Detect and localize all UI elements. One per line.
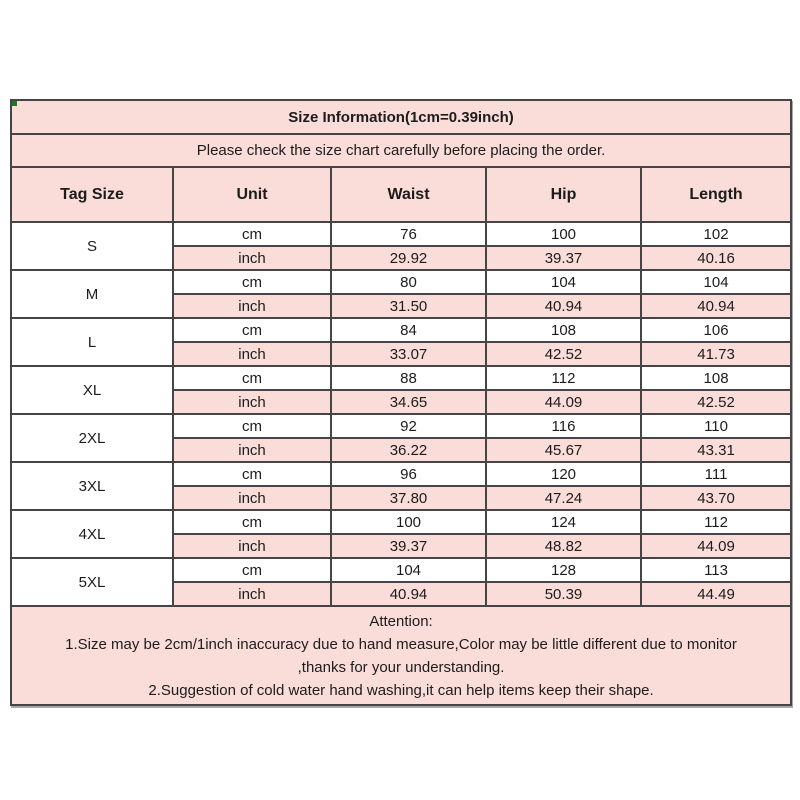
hip-value: 112 [486,366,641,390]
unit-cell: cm [173,510,331,534]
table-row [11,558,791,582]
table-row [11,414,791,438]
table-row [11,270,791,294]
attention-row [11,606,791,705]
length-value: 102 [641,222,791,246]
attention-line-3: 2.Suggestion of cold water hand washing,it can help items keep their shape. [148,681,654,699]
column-header-waist: Waist [331,167,486,222]
size-chart [10,99,790,706]
size-chart-table [10,99,792,706]
column-header-length: Length [641,167,791,222]
column-header-row [11,167,791,222]
length-value: 41.73 [641,342,791,366]
length-value: 40.16 [641,246,791,270]
column-header-hip: Hip [486,167,641,222]
hip-value: 104 [486,270,641,294]
length-value: 43.70 [641,486,791,510]
hip-value: 124 [486,510,641,534]
waist-value: 33.07 [331,342,486,366]
hip-value: 128 [486,558,641,582]
length-value: 108 [641,366,791,390]
unit-cell: inch [173,246,331,270]
waist-value: 39.37 [331,534,486,558]
hip-value: 108 [486,318,641,342]
size-tag: XL [11,366,173,414]
unit-cell: cm [173,270,331,294]
attention-line-2: ,thanks for your understanding. [297,658,505,676]
waist-value: 104 [331,558,486,582]
waist-value: 92 [331,414,486,438]
table-row [11,462,791,486]
table-row [11,510,791,534]
table-subtitle: Please check the size chart carefully before placing the order. [11,134,791,167]
unit-cell: inch [173,438,331,462]
hip-value: 116 [486,414,641,438]
hip-value: 50.39 [486,582,641,606]
hip-value: 44.09 [486,390,641,414]
length-value: 112 [641,510,791,534]
length-value: 44.09 [641,534,791,558]
length-value: 110 [641,414,791,438]
unit-cell: inch [173,294,331,318]
waist-value: 36.22 [331,438,486,462]
table-title: Size Information(1cm=0.39inch) [11,100,791,134]
length-value: 44.49 [641,582,791,606]
unit-cell: cm [173,366,331,390]
length-value: 104 [641,270,791,294]
waist-value: 84 [331,318,486,342]
unit-cell: cm [173,462,331,486]
attention-line-1: 1.Size may be 2cm/1inch inaccuracy due to hand measure,Color may be little different due to monitor [65,635,737,653]
attention-heading: Attention: [369,612,433,630]
waist-value: 96 [331,462,486,486]
waist-value: 40.94 [331,582,486,606]
waist-value: 31.50 [331,294,486,318]
length-value: 113 [641,558,791,582]
size-tag: 2XL [11,414,173,462]
unit-cell: inch [173,390,331,414]
waist-value: 37.80 [331,486,486,510]
table-subtitle-row [11,134,791,167]
waist-value: 80 [331,270,486,294]
hip-value: 42.52 [486,342,641,366]
length-value: 40.94 [641,294,791,318]
column-header-tag-size: Tag Size [11,167,173,222]
waist-value: 34.65 [331,390,486,414]
length-value: 43.31 [641,438,791,462]
waist-value: 88 [331,366,486,390]
unit-cell: cm [173,222,331,246]
length-value: 42.52 [641,390,791,414]
waist-value: 29.92 [331,246,486,270]
attention-note [11,606,791,705]
hip-value: 47.24 [486,486,641,510]
hip-value: 39.37 [486,246,641,270]
size-tag: 3XL [11,462,173,510]
waist-value: 76 [331,222,486,246]
size-tag: M [11,270,173,318]
unit-cell: cm [173,318,331,342]
length-value: 106 [641,318,791,342]
unit-cell: inch [173,582,331,606]
column-header-unit: Unit [173,167,331,222]
table-row [11,366,791,390]
table-row [11,318,791,342]
hip-value: 40.94 [486,294,641,318]
size-tag: 5XL [11,558,173,606]
size-tag: L [11,318,173,366]
table-title-row [11,100,791,134]
hip-value: 100 [486,222,641,246]
hip-value: 48.82 [486,534,641,558]
hip-value: 120 [486,462,641,486]
unit-cell: cm [173,558,331,582]
unit-cell: inch [173,342,331,366]
corner-marker-icon [12,101,17,106]
unit-cell: inch [173,486,331,510]
waist-value: 100 [331,510,486,534]
size-tag: 4XL [11,510,173,558]
unit-cell: inch [173,534,331,558]
unit-cell: cm [173,414,331,438]
hip-value: 45.67 [486,438,641,462]
size-tag: S [11,222,173,270]
table-row [11,222,791,246]
length-value: 111 [641,462,791,486]
